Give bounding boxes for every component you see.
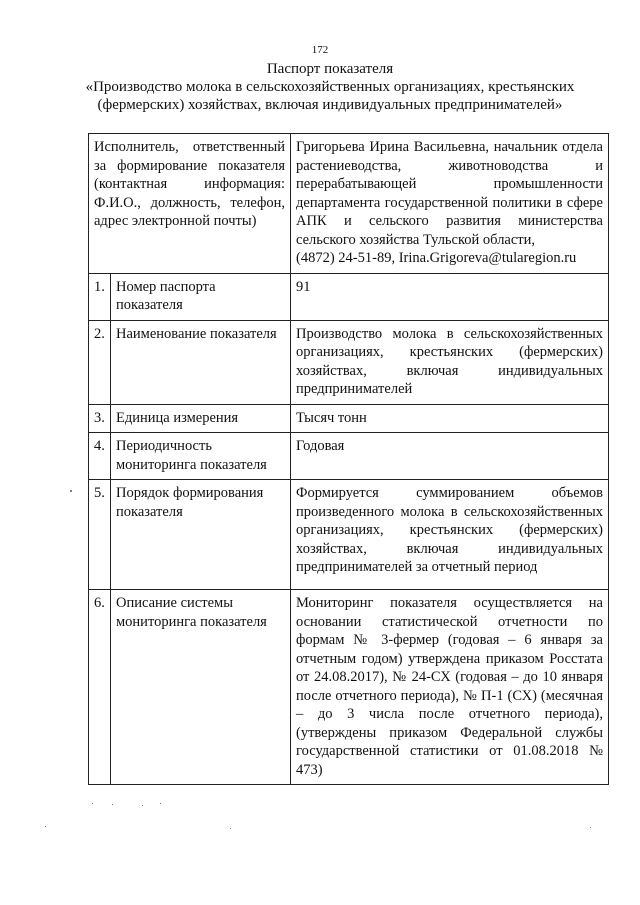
- responsible-label: Исполнитель, ответственный за формирование показателя (контактная информация: Ф.И.О., должность, телефон, адрес электронной почты): [89, 134, 291, 274]
- row-label: Единица измерения: [111, 404, 291, 433]
- scan-speck: [590, 827, 591, 828]
- responsible-value: [291, 134, 609, 274]
- scan-speck: [112, 804, 113, 805]
- scan-speck: [92, 803, 93, 804]
- responsible-contact: (4872) 24-51-89, Irina.Grigoreva@tularegion.ru: [296, 250, 577, 266]
- row-value: Тысяч тонн: [291, 404, 609, 433]
- title-line-3: (фермерских) хозяйствах, включая индивидуальных предпринимателей»: [97, 97, 563, 113]
- row-label: Описание системы мониторинга показателя: [111, 590, 291, 785]
- row-value: Годовая: [291, 433, 609, 480]
- row-number: 6.: [89, 590, 111, 785]
- scan-speck: [70, 490, 72, 492]
- row-value: 91: [291, 273, 609, 320]
- table-row: [89, 590, 609, 785]
- row-label: Номер паспорта показателя: [111, 273, 291, 320]
- row-number: 3.: [89, 404, 111, 433]
- row-value: Формируется суммированием объемов произведенного молока в сельскохозяйственных организациях, крестьянских (фермерских) хозяйствах, включая индивидуальных предпринимателей за отчетный период: [291, 480, 609, 590]
- row-number: 4.: [89, 433, 111, 480]
- table-row: [89, 404, 609, 433]
- scan-speck: [230, 828, 231, 829]
- row-value: Мониторинг показателя осуществляется на основании статистической отчетности по формам № 3-фермер (годовая – 6 января за отчетным годом) утверждена приказом Росстата от 24.08.2017), № 24-СХ (годовая – до 10 января после отчетного периода), № П-1 (СХ) (месячная – до 3 числа после отчетного периода), (утверждены приказом Федеральной службы государственной статистики от 01.08.2018 № 473): [291, 590, 609, 785]
- passport-table: [88, 133, 609, 785]
- row-label: Периодичность мониторинга показателя: [111, 433, 291, 480]
- table-row: [89, 320, 609, 404]
- row-label: Наименование показателя: [111, 320, 291, 404]
- scan-speck: [160, 803, 161, 804]
- title-line-1: Паспорт показателя: [266, 61, 394, 77]
- table-row-responsible: [89, 134, 609, 274]
- row-value: Производство молока в сельскохозяйственных организациях, крестьянских (фермерских) хозяйствах, включая индивидуальных предпринимателей: [291, 320, 609, 404]
- scan-speck: [45, 826, 46, 827]
- table-row: [89, 480, 609, 590]
- title-line-2: «Производство молока в сельскохозяйственных организациях, крестьянских: [85, 79, 575, 95]
- row-number: 1.: [89, 273, 111, 320]
- row-number: 2.: [89, 320, 111, 404]
- responsible-person: Григорьева Ирина Васильевна, начальник отдела растениеводства, животноводства и перерабатывающей промышленности департамента государственной политики в сфере АПК и сельского развития министерства сельского хозяйства Тульской области,: [296, 139, 603, 248]
- table-row: [89, 273, 609, 320]
- scan-speck: [142, 805, 143, 806]
- table-row: [89, 433, 609, 480]
- document-title: [40, 60, 620, 114]
- row-number: 5.: [89, 480, 111, 590]
- row-label: Порядок формирования показателя: [111, 480, 291, 590]
- page-number: 172: [311, 44, 329, 56]
